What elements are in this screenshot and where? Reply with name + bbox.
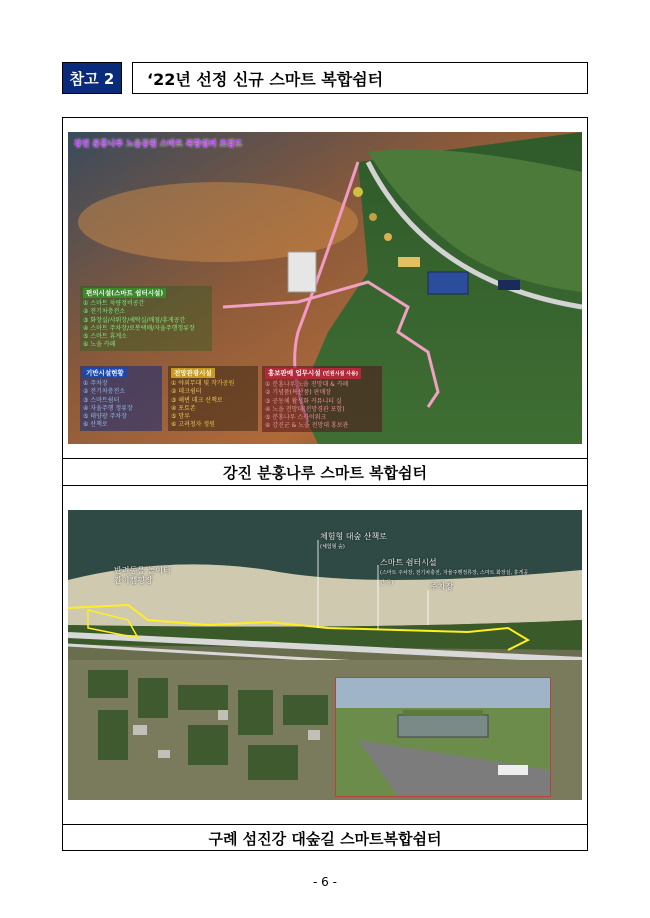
legend-item: ③ 스마트쉼터 [83, 396, 120, 404]
legend-item: ④ 포토존 [171, 404, 196, 412]
figure2-cell [63, 486, 587, 824]
figure1-caption: 강진 분홍나루 스마트 복합쉼터 [63, 458, 587, 486]
legend-blue [80, 366, 162, 431]
page-title: ‘22년 선정 신규 스마트 복합쉼터 [132, 62, 588, 94]
legend-green-title: 편의시설(스마트 쉼터시설) [83, 288, 166, 298]
legend-item: ② 전기차충전소 [83, 388, 126, 396]
legend-item: ③ 공동체 활성화 커뮤니티 실 [265, 397, 342, 405]
legend-item: ⑥ 노을 카페 [83, 341, 116, 349]
legend-item: ⑥ 강진군 & 노을 전망대 홍보관 [265, 422, 349, 430]
legend-item: ② 기념품(특산품) 판매장 [265, 389, 332, 397]
legend-red [262, 366, 382, 432]
header [62, 62, 588, 94]
legend-item: ③ 해변 데크 산책로 [171, 396, 223, 404]
annotation-pet-camp: 반려동물 놀이터 간이캠핑장 [114, 566, 171, 585]
figure2-caption: 구례 섬진강 대숲길 스마트복합쉼터 [63, 824, 587, 852]
legend-item: ① 분홍나루 노을 전망대 & 카페 [265, 381, 349, 389]
gangjin-rendering-image [68, 132, 582, 444]
legend-item: ⑥ 고려청자 정원 [171, 421, 215, 429]
legend-item: ① 야외무대 및 작가공원 [171, 380, 235, 388]
legend-item: ① 주차장 [83, 380, 108, 388]
legend-green [80, 286, 212, 351]
rendering-title: 강진 분홍나루 노을공원 스마트 복합쉼터 조감도 [74, 139, 243, 148]
figure1-cell [63, 118, 587, 458]
legend-item: ⑥ 산책로 [83, 421, 108, 429]
annotation-parking: 주차장 [430, 582, 454, 591]
legend-item: ④ 스마트 주차장/로봇택배/자율주행정류장 [83, 324, 195, 332]
page-number: - 6 - [313, 875, 337, 889]
legend-item: ⑤ 망루 [171, 413, 190, 421]
annotation-smart-rest: 스마트 쉼터시설 (스마트 주차장, 전기차충전, 자율주행정류장, 스마트 화장실, 휴게공간 등) [380, 558, 529, 586]
legend-item: ④ 자율주행 정류장 [83, 404, 133, 412]
legend-red-title: 홍보판매 업무시설 (민원시설 사용) [265, 368, 361, 379]
gurye-aerial-image [68, 510, 582, 800]
legend-item: ② 전기차충전소 [83, 308, 126, 316]
legend-item: ⑤ 분홍나루 스카이워크 [265, 414, 327, 422]
legend-item: ① 스마트 차량정비공간 [83, 300, 145, 308]
gurye-aerial-svg [68, 510, 582, 800]
legend-yellow-title: 전망관광시설 [171, 368, 215, 378]
legend-yellow [168, 366, 258, 431]
legend-item: ③ 화장실/샤워장/세탁실/매점/휴게공간 [83, 316, 186, 324]
reference-badge: 참고 2 [62, 62, 122, 94]
legend-item: ⑤ 스마트 휴게소 [83, 333, 127, 341]
legend-blue-title: 기반시설현황 [83, 368, 127, 378]
figure-frame [62, 117, 588, 851]
annotation-bamboo-path: 체험형 대숲 산책로 (체험형 숲) [320, 532, 387, 550]
legend-item: ② 데크쉼터 [171, 388, 202, 396]
legend-item: ④ 노을 전망대(전망경관 포함) [265, 405, 345, 413]
legend-item: ⑤ 태양광 주차장 [83, 413, 127, 421]
